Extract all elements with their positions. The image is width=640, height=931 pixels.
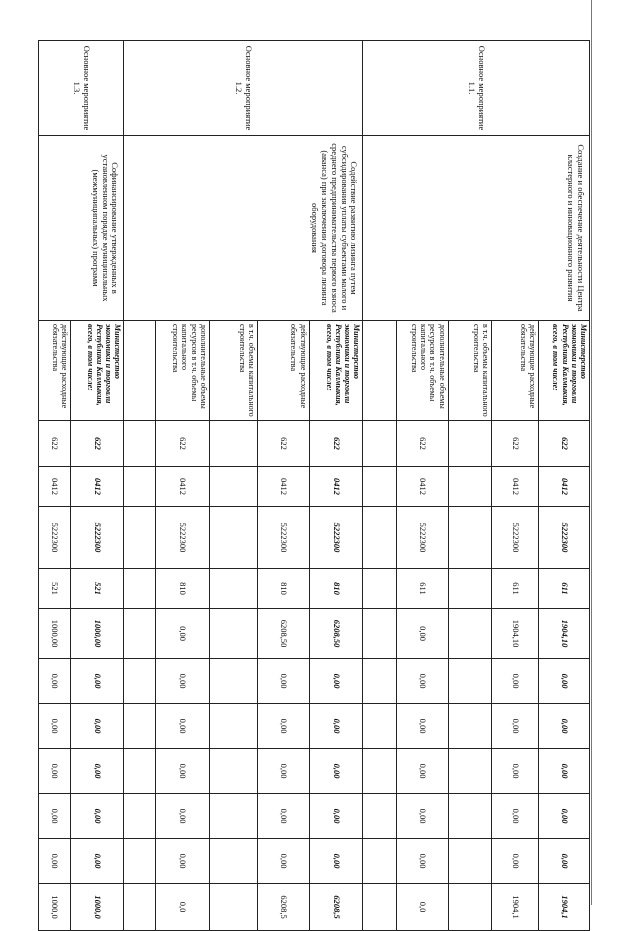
- amount-year-4: [448, 749, 492, 794]
- row-label: в т.ч. объемы капитального строительства: [209, 321, 258, 421]
- amount-year-6: [124, 839, 156, 884]
- amount-year-6: 0,00: [538, 839, 589, 884]
- amount-year-1: [448, 609, 492, 659]
- amount-year-2: 0,00: [156, 659, 210, 704]
- amount-year-2: 0,00: [538, 659, 589, 704]
- amount-year-2: [124, 659, 156, 704]
- amount-total: [363, 884, 397, 931]
- amount-total: 0,0: [397, 884, 448, 931]
- rzpr-code: [124, 467, 156, 507]
- amount-year-1: [363, 609, 397, 659]
- row-label: в т.ч. объемы капитального строительства: [448, 321, 492, 421]
- amount-year-3: 0,00: [538, 704, 589, 749]
- amount-year-4: 0,00: [538, 749, 589, 794]
- amount-year-3: [124, 704, 156, 749]
- row-label: действующие расходные обязательства: [492, 321, 538, 421]
- vr-code: 611: [492, 569, 538, 609]
- vr-code: [363, 569, 397, 609]
- amount-year-3: 0,00: [309, 704, 363, 749]
- row-label: [363, 321, 397, 421]
- scan-edge-line: [591, 0, 592, 905]
- amount-year-3: 0,00: [258, 704, 309, 749]
- amount-total: 6208,5: [309, 884, 363, 931]
- amount-year-2: [209, 659, 258, 704]
- amount-total: 6208,5: [258, 884, 309, 931]
- amount-year-1: [124, 609, 156, 659]
- grbs-code: [363, 421, 397, 467]
- amount-year-4: 0,00: [397, 749, 448, 794]
- amount-total: 0,0: [156, 884, 210, 931]
- measure-title: Основное мероприятие 1.2.: [124, 41, 363, 136]
- grbs-code: [124, 421, 156, 467]
- amount-year-2: 0,00: [70, 659, 124, 704]
- rzpr-code: [363, 467, 397, 507]
- csr-code: 5222300: [538, 507, 589, 569]
- csr-code: [209, 507, 258, 569]
- csr-code: [124, 507, 156, 569]
- amount-total: 1904,1: [538, 884, 589, 931]
- rzpr-code: 0412: [492, 467, 538, 507]
- grbs-code: 622: [258, 421, 309, 467]
- amount-year-4: 0,00: [309, 749, 363, 794]
- amount-year-6: 0,00: [156, 839, 210, 884]
- measure-description: Создание и обеспечение деятельности Центра кластерного и инновационного развития: [363, 136, 590, 321]
- csr-code: [448, 507, 492, 569]
- row-label: дополнительные объемы ресурсов в т.ч. объемы капитального строительства: [397, 321, 448, 421]
- vr-code: 521: [70, 569, 124, 609]
- amount-year-1: 6208,50: [258, 609, 309, 659]
- amount-total: 1000,0: [39, 884, 71, 931]
- table-row: [538, 41, 589, 931]
- csr-code: 5222300: [309, 507, 363, 569]
- amount-year-6: 0,00: [39, 839, 71, 884]
- amount-year-6: 0,00: [309, 839, 363, 884]
- amount-year-2: 0,00: [258, 659, 309, 704]
- grbs-code: [209, 421, 258, 467]
- amount-year-1: 1000,00: [39, 609, 71, 659]
- amount-year-5: [363, 794, 397, 839]
- amount-total: [448, 884, 492, 931]
- grbs-code: [448, 421, 492, 467]
- csr-code: 5222300: [492, 507, 538, 569]
- row-label: действующие расходные обязательства: [258, 321, 309, 421]
- amount-year-4: 0,00: [39, 749, 71, 794]
- grbs-code: 622: [397, 421, 448, 467]
- amount-year-4: 0,00: [156, 749, 210, 794]
- rzpr-code: 0412: [39, 467, 71, 507]
- grbs-code: 622: [39, 421, 71, 467]
- amount-year-3: [363, 704, 397, 749]
- amount-year-6: 0,00: [70, 839, 124, 884]
- amount-year-5: 0,00: [397, 794, 448, 839]
- row-label: Министерство экономики и торговли Республики Калмыкия, всего, в том числе:: [538, 321, 589, 421]
- amount-year-1: 1000,00: [70, 609, 124, 659]
- amount-year-5: [124, 794, 156, 839]
- row-label: Министерство экономики и торговли Республики Калмыкия, всего, в том числе:: [70, 321, 124, 421]
- row-label: действующие расходные обязательства: [39, 321, 71, 421]
- vr-code: 611: [538, 569, 589, 609]
- table-row: [70, 41, 124, 931]
- amount-year-5: 0,00: [258, 794, 309, 839]
- amount-year-2: [448, 659, 492, 704]
- grbs-code: 622: [538, 421, 589, 467]
- amount-year-2: 0,00: [492, 659, 538, 704]
- amount-total: [124, 884, 156, 931]
- rzpr-code: 0412: [397, 467, 448, 507]
- rzpr-code: 0412: [538, 467, 589, 507]
- program-financing-table: [38, 40, 590, 931]
- grbs-code: 622: [156, 421, 210, 467]
- rzpr-code: 0412: [70, 467, 124, 507]
- table-body: [39, 41, 590, 931]
- rzpr-code: [448, 467, 492, 507]
- amount-year-1: 1904,10: [538, 609, 589, 659]
- amount-year-1: 0,00: [397, 609, 448, 659]
- measure-description: Софинансирование утвержденных в установленном порядке муниципальных (межмуниципальных) программ: [39, 136, 124, 321]
- rzpr-code: 0412: [258, 467, 309, 507]
- amount-total: 1904,1: [492, 884, 538, 931]
- amount-year-4: 0,00: [70, 749, 124, 794]
- amount-year-5: 0,00: [39, 794, 71, 839]
- amount-year-4: 0,00: [258, 749, 309, 794]
- csr-code: 5222300: [70, 507, 124, 569]
- amount-year-3: 0,00: [156, 704, 210, 749]
- amount-year-5: [448, 794, 492, 839]
- vr-code: [448, 569, 492, 609]
- rzpr-code: 0412: [309, 467, 363, 507]
- amount-year-6: [448, 839, 492, 884]
- amount-year-3: 0,00: [39, 704, 71, 749]
- amount-year-6: 0,00: [492, 839, 538, 884]
- amount-year-1: 0,00: [156, 609, 210, 659]
- amount-year-2: 0,00: [39, 659, 71, 704]
- amount-year-4: [363, 749, 397, 794]
- amount-year-1: 1904,10: [492, 609, 538, 659]
- csr-code: 5222300: [156, 507, 210, 569]
- amount-year-2: [363, 659, 397, 704]
- vr-code: 810: [309, 569, 363, 609]
- csr-code: 5222300: [258, 507, 309, 569]
- amount-year-5: [209, 794, 258, 839]
- amount-year-5: 0,00: [492, 794, 538, 839]
- amount-year-5: 0,00: [156, 794, 210, 839]
- amount-year-4: [209, 749, 258, 794]
- amount-year-2: 0,00: [309, 659, 363, 704]
- measure-title: Основное мероприятие 1.1.: [363, 41, 590, 136]
- amount-year-6: [363, 839, 397, 884]
- amount-year-6: 0,00: [397, 839, 448, 884]
- amount-year-5: 0,00: [309, 794, 363, 839]
- row-label: дополнительные объемы ресурсов в т.ч. объемы капитального строительства: [156, 321, 210, 421]
- vr-code: 810: [156, 569, 210, 609]
- amount-year-4: [124, 749, 156, 794]
- measure-title: Основное мероприятие 1.3.: [39, 41, 124, 136]
- amount-year-6: 0,00: [258, 839, 309, 884]
- vr-code: [209, 569, 258, 609]
- csr-code: 5222300: [397, 507, 448, 569]
- grbs-code: 622: [70, 421, 124, 467]
- vr-code: [124, 569, 156, 609]
- amount-year-4: 0,00: [492, 749, 538, 794]
- amount-year-1: [209, 609, 258, 659]
- grbs-code: 622: [309, 421, 363, 467]
- amount-year-3: [448, 704, 492, 749]
- amount-year-5: 0,00: [538, 794, 589, 839]
- grbs-code: 622: [492, 421, 538, 467]
- amount-year-1: 6208,50: [309, 609, 363, 659]
- amount-year-3: 0,00: [492, 704, 538, 749]
- vr-code: 521: [39, 569, 71, 609]
- row-label: [124, 321, 156, 421]
- amount-year-3: 0,00: [397, 704, 448, 749]
- measure-description: Содействие развитию лизинга путем субсидирования уплаты субъектами малого и среднего предпринимательства первого взноса (аванса) при заключении договора лизинга оборудования: [124, 136, 363, 321]
- amount-total: 1000,0: [70, 884, 124, 931]
- csr-code: [363, 507, 397, 569]
- amount-year-2: 0,00: [397, 659, 448, 704]
- amount-total: [209, 884, 258, 931]
- table-row: [309, 41, 363, 931]
- rzpr-code: [209, 467, 258, 507]
- amount-year-6: [209, 839, 258, 884]
- amount-year-3: [209, 704, 258, 749]
- csr-code: 5222300: [39, 507, 71, 569]
- amount-year-5: 0,00: [70, 794, 124, 839]
- rzpr-code: 0412: [156, 467, 210, 507]
- row-label: Министерство экономики и торговли Республики Калмыкия, всего, в том числе:: [309, 321, 363, 421]
- amount-year-3: 0,00: [70, 704, 124, 749]
- vr-code: 611: [397, 569, 448, 609]
- vr-code: 810: [258, 569, 309, 609]
